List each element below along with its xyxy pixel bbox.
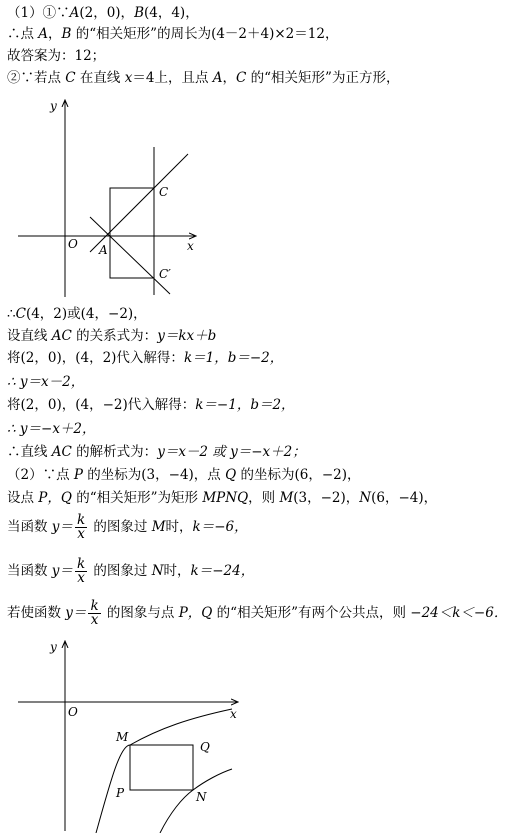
fraction-k-over-x: $\frac{k}{x}$: [76, 512, 86, 542]
fig2-point-m-label: M: [116, 730, 129, 744]
fig1-point-c-label: C: [159, 185, 169, 199]
fig1-y-label: y: [50, 99, 57, 113]
fig1-x-label: x: [187, 239, 194, 253]
solution-line-7: 将(2，0)，(4，2)代入解得：k＝1，b＝−2，: [7, 350, 284, 366]
fig2-origin-label: O: [68, 705, 78, 719]
line-y-equals-x-minus-2: [90, 154, 188, 252]
solution-line-1: （1）①∵A(2，0)，B(4，4)，: [7, 5, 199, 21]
solution-line-15: 当函数 y＝ $\frac{k}{x}$ 的图象过 N时，k＝−24，: [7, 556, 255, 586]
solution-line-14: 当函数 y＝ $\frac{k}{x}$ 的图象过 M时，k＝−6，: [7, 512, 248, 542]
fig2-point-n-label: N: [196, 790, 207, 804]
hyperbola-through-m: [96, 709, 232, 833]
solution-line-9: 将(2，0)，(4，−2)代入解得：k＝−1，b＝2，: [7, 397, 295, 413]
solution-line-13: 设点 P，Q 的“相关矩形”为矩形 MPNQ，则 M(3，−2)，N(6，−4)，: [7, 490, 438, 506]
fraction-k-over-x: $\frac{k}{x}$: [76, 556, 86, 586]
fig1-point-a-label: A: [99, 243, 108, 257]
fig2-y-label: y: [50, 640, 57, 654]
solution-line-12: （2）∵点 P 的坐标为(3，−4)，点 Q 的坐标为(6，−2)，: [7, 467, 361, 483]
fig2-point-p-label: P: [116, 786, 125, 800]
fig2-point-q-label: Q: [200, 740, 210, 754]
fraction-k-over-x: $\frac{k}{x}$: [90, 598, 99, 628]
solution-line-2: ∴点 A，B 的“相关矩形”的周长为(4－2＋4)×2＝12，: [7, 26, 339, 42]
rectangle-mpnq: [130, 745, 193, 790]
fig2-x-label: x: [230, 707, 237, 721]
fig1-point-c-prime-label: C′: [159, 267, 171, 281]
fig1-origin-label: O: [68, 237, 78, 251]
solution-line-3: 故答案为：12；: [7, 48, 106, 64]
figure-2-hyperbola-diagram: [0, 633, 250, 833]
solution-line-4: ②∵若点 C 在直线 x＝4上，且点 A，C 的“相关矩形”为正方形，: [7, 70, 400, 86]
square-rect: [110, 188, 154, 278]
figure-1-square-diagram: [0, 92, 220, 302]
solution-line-8: ∴ y＝x－2，: [7, 374, 85, 390]
solution-line-10: ∴ y＝−x＋2，: [7, 421, 96, 437]
solution-line-6: 设直线 AC 的关系式为：y＝kx＋b: [7, 328, 217, 344]
solution-line-11: ∴直线 AC 的解析式为：y＝x－2 或 y＝−x＋2；: [7, 444, 306, 460]
solution-line-5: ∴C(4，2)或(4，−2)，: [7, 306, 147, 322]
solution-line-16: 若使函数 y＝ $\frac{k}{x}$ 的图象与点 P，Q 的“相关矩形”有两个公共点，则 −24＜k＜−6．: [7, 598, 507, 628]
